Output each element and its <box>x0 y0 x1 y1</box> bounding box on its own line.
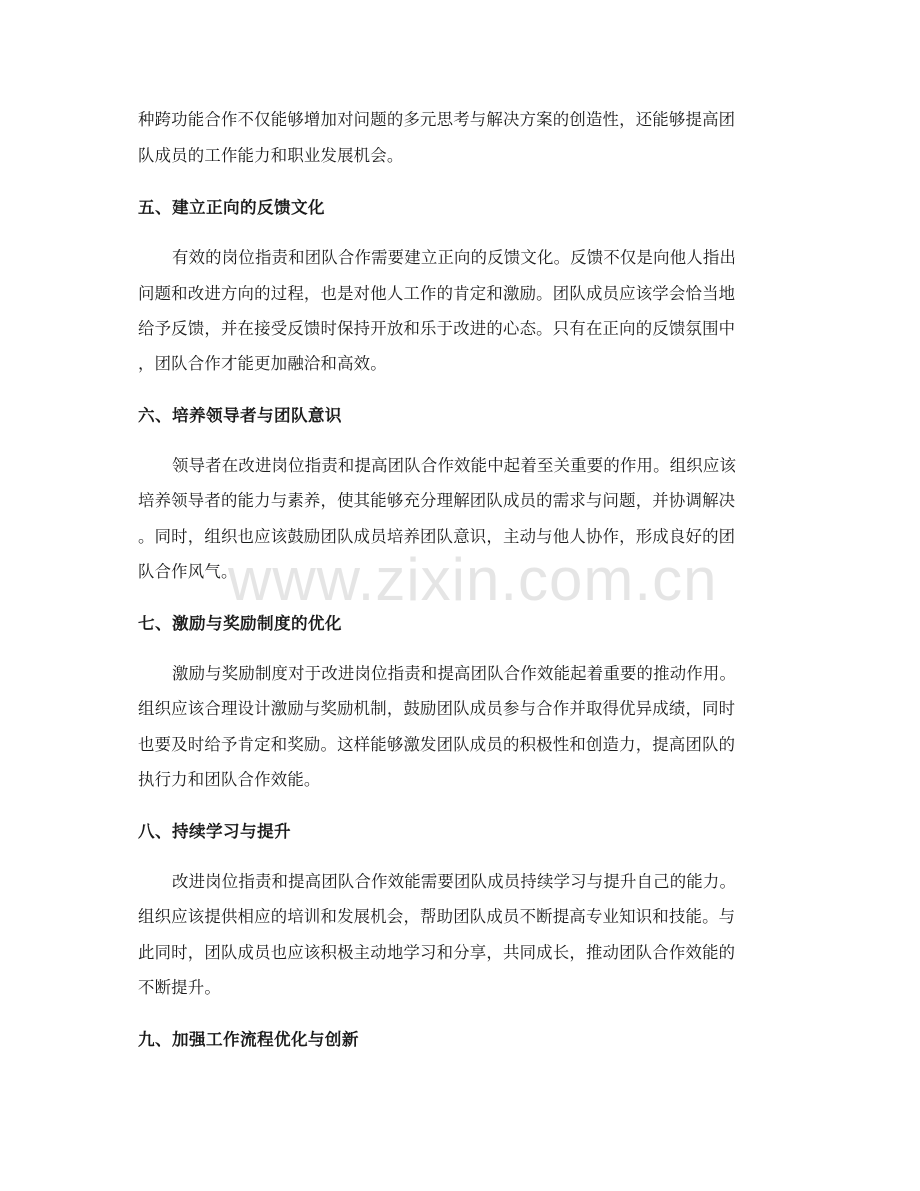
paragraph-line: 执行力和团队合作效能。 <box>138 770 321 789</box>
section-heading: 九、加强工作流程优化与创新 <box>138 1030 359 1049</box>
paragraph-line: 领导者在改进岗位指责和提高团队合作效能中起着至关重要的作用。组织应该 <box>172 456 737 475</box>
paragraph-line: 组织应该提供相应的培训和发展机会，帮助团队成员不断提高专业知识和技能。与 <box>138 907 736 926</box>
watermark: www.zixin.com.cn <box>228 546 718 613</box>
paragraph-line: 不断提升。 <box>138 978 221 997</box>
paragraph-line: 。同时，组织也应该鼓励团队成员培养团队意识，主动与他人协作，形成良好的团 <box>138 527 736 546</box>
paragraph-line: 队合作风气。 <box>138 562 238 581</box>
paragraph-line: ，团队合作才能更加融洽和高效。 <box>138 354 387 373</box>
paragraph-line: 种跨功能合作不仅能够增加对问题的多元思考与解决方案的创造性，还能够提高团 <box>138 110 736 129</box>
paragraph-line: 培养领导者的能力与素养，使其能够充分理解团队成员的需求与问题，并协调解决 <box>138 491 736 510</box>
paragraph-line: 组织应该合理设计激励与奖励机制，鼓励团队成员参与合作并取得优异成绩，同时 <box>138 699 736 718</box>
paragraph-line: 有效的岗位指责和团队合作需要建立正向的反馈文化。反馈不仅是向他人指出 <box>172 248 737 267</box>
paragraph-line: 激励与奖励制度对于改进岗位指责和提高团队合作效能起着重要的推动作用。 <box>172 664 737 683</box>
paragraph-line: 改进岗位指责和提高团队合作效能需要团队成员持续学习与提升自己的能力。 <box>172 872 737 891</box>
section-heading: 七、激励与奖励制度的优化 <box>138 614 342 633</box>
section-heading: 六、培养领导者与团队意识 <box>138 406 342 425</box>
paragraph-line: 给予反馈，并在接受反馈时保持开放和乐于改进的心态。只有在正向的反馈氛围中 <box>138 319 736 338</box>
section-heading: 八、持续学习与提升 <box>138 822 291 841</box>
paragraph-line: 问题和改进方向的过程，也是对他人工作的肯定和激励。团队成员应该学会恰当地 <box>138 284 736 303</box>
paragraph-line: 此同时，团队成员也应该积极主动地学习和分享，共同成长，推动团队合作效能的 <box>138 943 736 962</box>
section-heading: 五、建立正向的反馈文化 <box>138 198 325 217</box>
paragraph-line: 队成员的工作能力和职业发展机会。 <box>138 146 404 165</box>
paragraph-line: 也要及时给予肯定和奖励。这样能够激发团队成员的积极性和创造力，提高团队的 <box>138 735 736 754</box>
